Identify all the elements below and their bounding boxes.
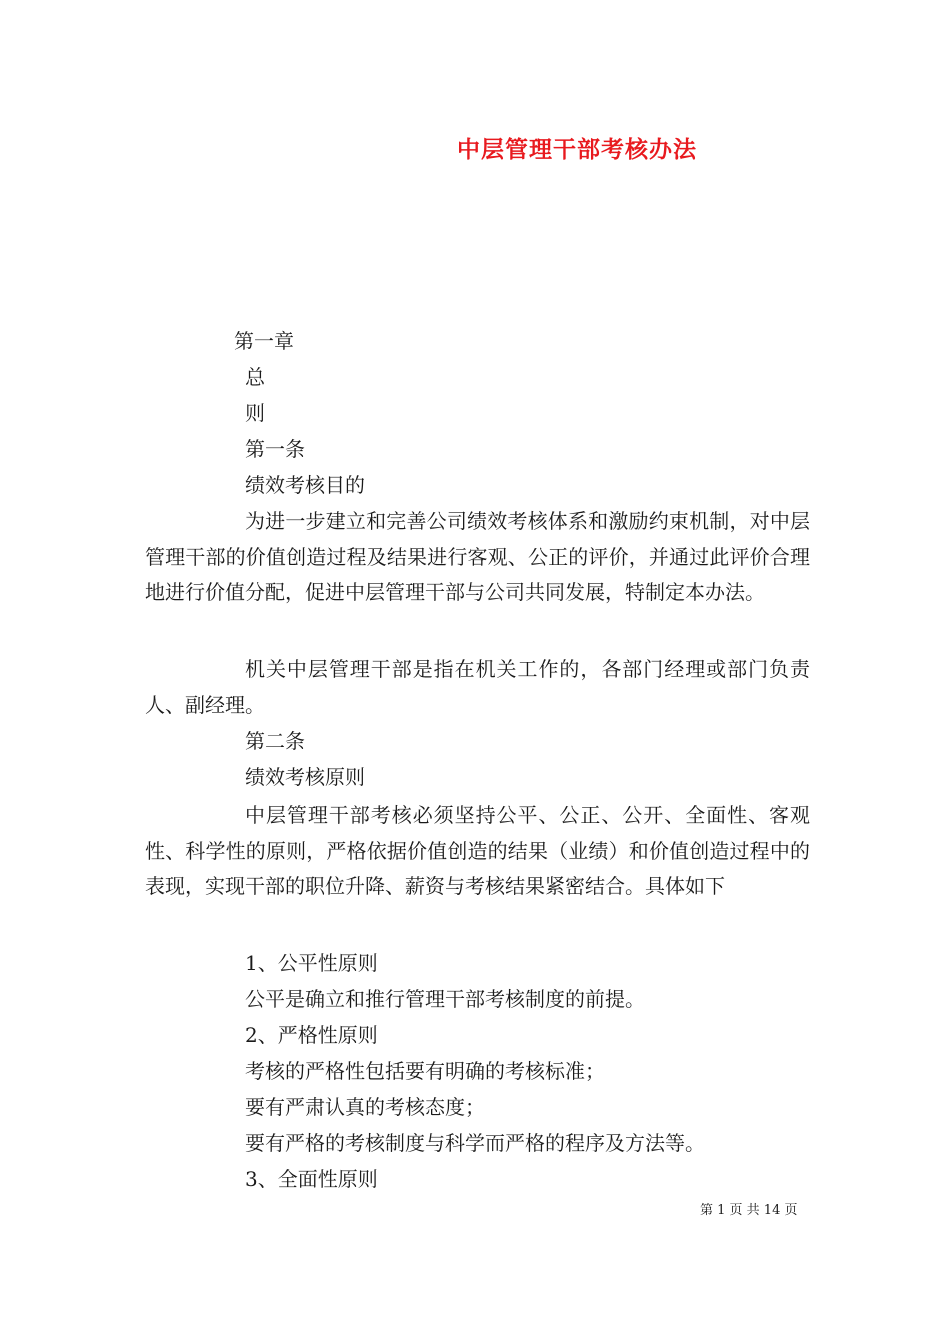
principle-2-title: 2、严格性原则 — [245, 1023, 378, 1047]
chapter-name-part-2: 则 — [245, 401, 265, 425]
principle-1-text: 公平是确立和推行管理干部考核制度的前提。 — [245, 987, 645, 1011]
article-1-paragraph-1: 为进一步建立和完善公司绩效考核体系和激励约束机制，对中层管理干部的价值创造过程及结果进行客观、公正的评价，并通过此评价合理地进行价值分配，促进中层管理干部与公司共同发展，特制定本办法。 — [145, 509, 810, 604]
principle-2-text-2: 要有严肃认真的考核态度； — [245, 1095, 485, 1119]
chapter-name-part-1: 总 — [245, 365, 265, 389]
principle-2-text-3: 要有严格的考核制度与科学而严格的程序及方法等。 — [245, 1131, 705, 1155]
chapter-label: 第一章 — [234, 329, 294, 353]
document-title: 中层管理干部考核办法 — [457, 136, 697, 163]
article-1-heading: 绩效考核目的 — [245, 473, 365, 497]
principle-3-title: 3、全面性原则 — [245, 1167, 378, 1191]
principle-1-title: 1、公平性原则 — [245, 951, 378, 975]
page-footer: 第 1 页 共 14 页 — [700, 1203, 798, 1218]
principle-2-text-1: 考核的严格性包括要有明确的考核标准； — [245, 1059, 605, 1083]
article-1-paragraph-2: 机关中层管理干部是指在机关工作的，各部门经理或部门负责人、副经理。 — [145, 657, 810, 717]
article-1-label: 第一条 — [245, 437, 305, 461]
article-2-paragraph-1: 中层管理干部考核必须坚持公平、公正、公开、全面性、客观性、科学性的原则，严格依据价值创造的结果（业绩）和价值创造过程中的表现，实现干部的职位升降、薪资与考核结果紧密结合。具体如下 — [145, 803, 810, 898]
article-2-label: 第二条 — [245, 729, 305, 753]
article-2-heading: 绩效考核原则 — [245, 765, 365, 789]
